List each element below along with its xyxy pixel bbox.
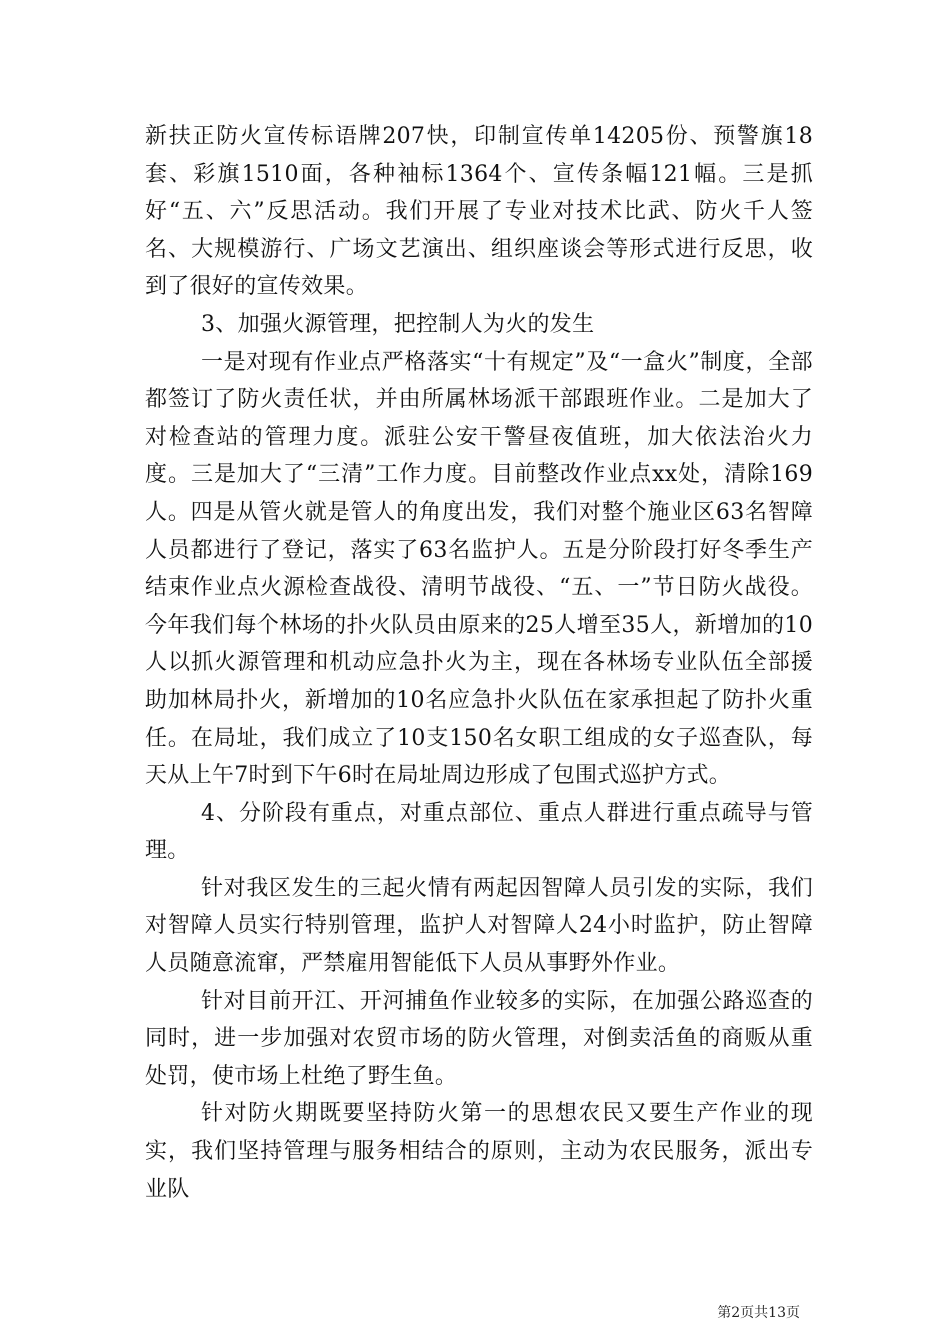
paragraph-fishing-management: 针对目前开江、开河捕鱼作业较多的实际，在加强公路巡查的同时，进一步加强对农贸市场的防火管理，对倒卖活鱼的商贩从重处罚，使市场上杜绝了野生鱼。 [145, 988, 813, 1089]
section-heading-3: 3、加强火源管理，把控制人为火的发生 [201, 311, 595, 337]
paragraph-continuation: 新扶正防火宣传标语牌207快，印制宣传单14205份、预警旗18套、彩旗1510面，各种袖标1364个、宣传条幅121幅。三是抓好“五、六”反思活动。我们开展了专业对技术比武、防火千人签名、大规模游行、广场文艺演出、组织座谈会等形式进行反思，收到了很好的宣传效果。 [145, 124, 813, 300]
paragraph-special-management: 针对我区发生的三起火情有两起因智障人员引发的实际，我们对智障人员实行特别管理，监护人对智障人24小时监护，防止智障人员随意流窜，严禁雇用智能低下人员从事野外作业。 [145, 875, 813, 977]
document-body [145, 118, 813, 1208]
paragraph-farmer-service: 针对防火期既要坚持防火第一的思想农民又要生产作业的现实，我们坚持管理与服务相结合的原则，主动为农民服务，派出专业队 [145, 1101, 813, 1202]
paragraph-fire-source-measures: 一是对现有作业点严格落实“十有规定”及“一盒火”制度，全部都签订了防火责任状，并由所属林场派干部跟班作业。二是加大了对检查站的管理力度。派驻公安干警昼夜值班，加大依法治火力度。三是加大了“三清”工作力度。目前整改作业点xx处，清除169人。四是从管火就是管人的角度出发，我们对整个施业区63名智障人员都进行了登记，落实了63名监护人。五是分阶段打好冬季生产结束作业点火源检查战役、清明节战役、“五、一”节日防火战役。今年我们每个林场的扑火队员由原来的25人增至35人，新增加的10人以抓火源管理和机动应急扑火为主，现在各林场专业队伍全部援助加林局扑火，新增加的10名应急扑火队伍在家承担起了防扑火重任。在局址，我们成立了10支150名女职工组成的女子巡查队，每天从上午7时到下午6时在局址周边形成了包围式巡护方式。 [145, 349, 813, 789]
page-number: 第2页共13页 [717, 1305, 800, 1321]
section-heading-4: 4、分阶段有重点，对重点部位、重点人群进行重点疏导与管理。 [145, 800, 813, 864]
